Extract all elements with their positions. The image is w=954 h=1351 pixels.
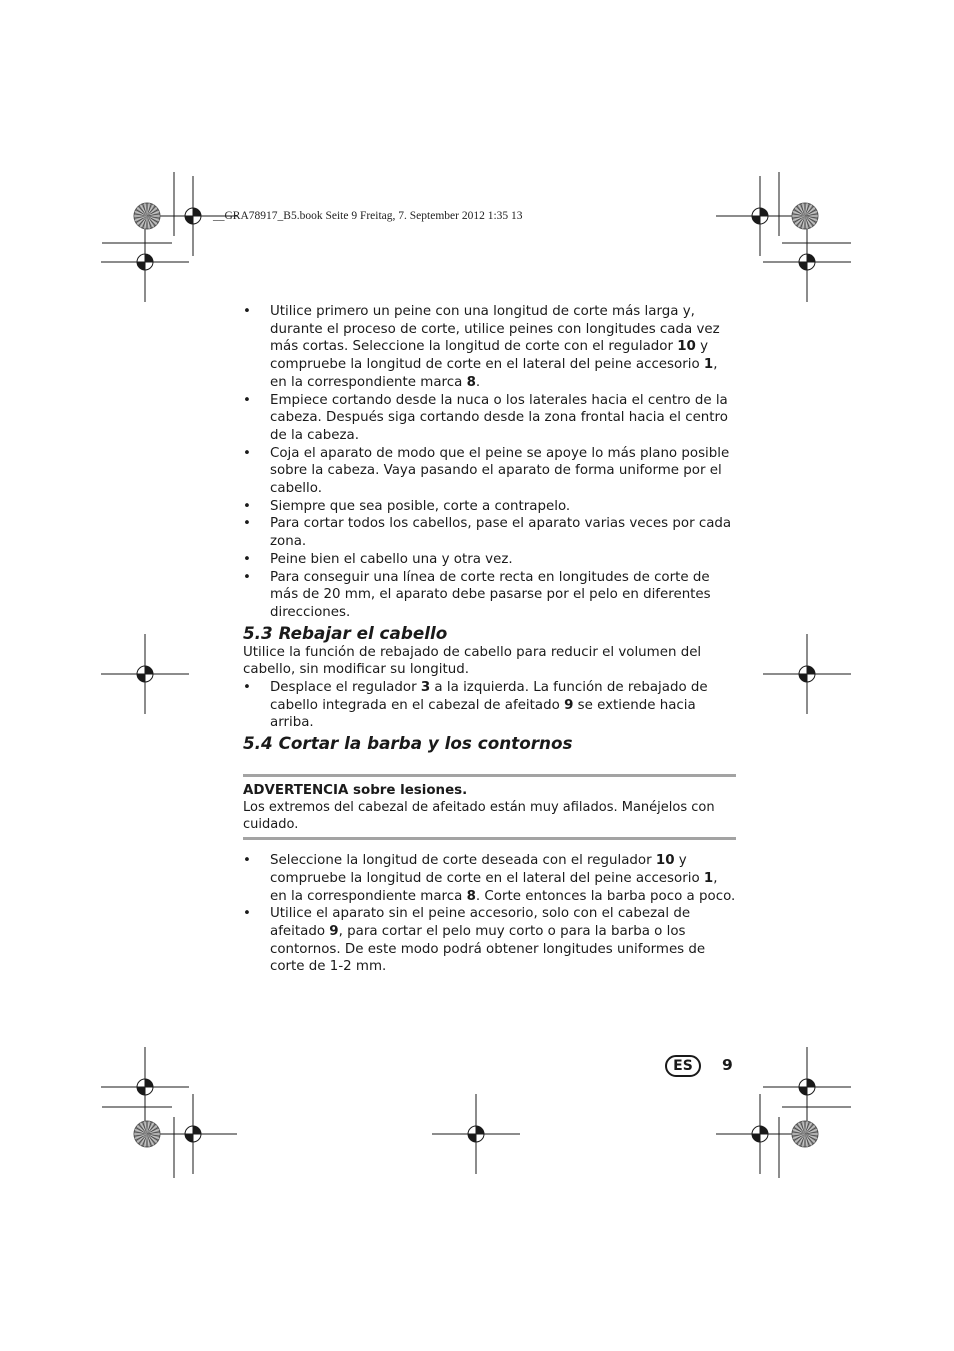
text-run: Para cortar todos los cabellos, pase el aparato varias veces por cada zona. (270, 516, 732, 550)
list-item (243, 569, 736, 622)
crosshair-icon (763, 222, 851, 302)
list-item (243, 679, 736, 732)
part-reference-number: 1 (703, 870, 714, 886)
text-run: , en la correspondiente marca (270, 870, 718, 904)
list-item (243, 445, 736, 498)
text-run: Peine bien el cabello una y otra vez. (270, 551, 513, 567)
section-53-paragraph: Utilice la función de rebajado de cabello para reducir el volumen del cabello, sin modificar su longitud. (243, 644, 702, 678)
text-run: Desplace el regulador (270, 680, 421, 696)
crosshair-icon (716, 1094, 804, 1174)
text-run: a la izquierda. La función de rebajado de cabello integrada en el cabezal de afeitado (270, 680, 708, 713)
color-bar-target-icon (134, 1121, 160, 1147)
text-run: , para cortar el pelo muy corto o para la barba o los contornos. De este modo podrá obtener longitudes uniformes de corte de 1-2 mm. (270, 923, 706, 975)
crosshair-icon (763, 1047, 851, 1127)
part-reference-number: 3 (420, 680, 431, 696)
color-bar-target-icon (792, 1121, 818, 1147)
section-53-bullet-list (243, 679, 736, 732)
text-run: Para conseguir una línea de corte recta en longitudes de corte de más de 20 mm, el aparato debe pasarse por el pelo en diferentes direcciones. (270, 569, 711, 620)
crosshair-icon (763, 634, 851, 714)
part-reference-number: 10 (655, 853, 675, 869)
page-content (243, 303, 736, 976)
list-item (243, 551, 736, 569)
crosshair-icon (101, 1047, 189, 1127)
text-run: y compruebe la longitud de corte en el lateral del peine accesorio (270, 339, 709, 373)
text-run: Empiece cortando desde la nuca o los laterales hacia el centro de la cabeza. Después siga cortando desde la zona frontal hacia el centro de la cabeza. (270, 392, 728, 443)
warning-title: ADVERTENCIA sobre lesiones. (243, 783, 468, 799)
list-item (243, 303, 736, 392)
text-run: se extiende hacia arriba. (270, 697, 696, 731)
text-run: Utilice el aparato sin el peine accesorio, solo con el cabezal de afeitado (270, 906, 691, 939)
part-reference-number: 9 (329, 923, 339, 939)
color-bar-target-icon (792, 203, 818, 229)
page-number: 9 (722, 1056, 733, 1074)
list-item (243, 905, 736, 976)
part-reference-number: 10 (677, 339, 696, 355)
text-run: . (475, 374, 481, 390)
part-reference-number: 1 (703, 357, 714, 373)
crosshair-icon (101, 222, 189, 302)
part-reference-number: 8 (466, 374, 476, 390)
text-run: Coja el aparato de modo que el peine se apoye lo más plano posible sobre la cabeza. Vaya pasando el aparato de forma uniforme por el cabello. (270, 445, 730, 497)
list-item (243, 498, 736, 516)
list-item (243, 515, 736, 550)
section-heading-rebajar: 5.3 Rebajar el cabello (243, 622, 448, 643)
section-heading-barba: 5.4 Cortar la barba y los contornos (243, 733, 573, 754)
text-run: Siempre que sea posible, corte a contrapelo. (270, 498, 571, 514)
warning-box (243, 774, 736, 840)
text-run: , en la correspondiente marca (270, 357, 718, 390)
text-run: Utilice primero un peine con una longitud de corte más larga y, durante el proceso de corte, utilice peines con longitudes cada vez más cortas. Seleccione la longitud de corte con el regulador (270, 304, 720, 355)
intro-bullet-list (243, 303, 736, 622)
text-run: y compruebe la longitud de corte en el lateral del peine accesorio (270, 853, 704, 886)
text-run: Seleccione la longitud de corte deseada con el regulador (270, 853, 656, 869)
warning-text: Los extremos del cabezal de afeitado están muy afilados. Manéjelos con cuidado. (243, 800, 715, 833)
part-reference-number: 9 (564, 697, 574, 713)
crosshair-icon (432, 1094, 520, 1174)
crosshair-icon (149, 1094, 237, 1174)
section-54-bullet-list (243, 852, 736, 976)
text-run: . Corte entonces la barba poco a poco. (475, 888, 736, 904)
list-item (243, 392, 736, 445)
list-item (243, 852, 736, 905)
crosshair-icon (716, 176, 804, 256)
color-bar-target-icon (134, 203, 160, 229)
header-slug: __GRA78917_B5.book Seite 9 Freitag, 7. September 2012 1:35 13 (213, 210, 523, 222)
crosshair-icon (101, 634, 189, 714)
part-reference-number: 8 (466, 888, 476, 904)
language-badge: ES (665, 1055, 701, 1077)
